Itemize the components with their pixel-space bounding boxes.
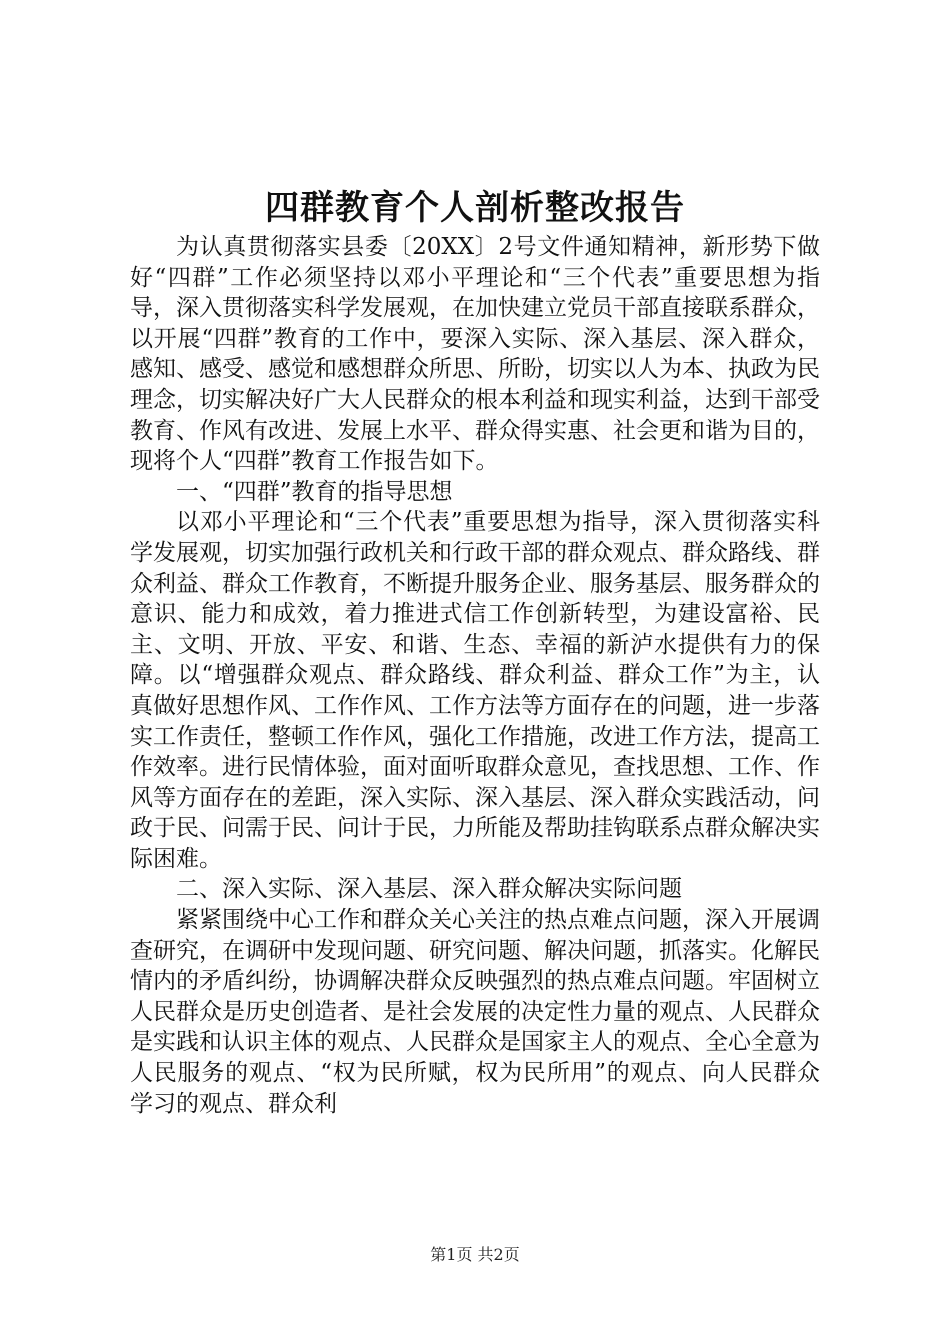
paragraph-section-1: 以邓小平理论和“三个代表”重要思想为指导，深入贯彻落实科学发展观，切实加强行政机关和行政干部的群众观点、群众路线、群众利益、群众工作教育，不断提升服务企业、服务基层、服务群众的意识、能力和成效，着力推进式信工作创新转型，为建设富裕、民主、文明、开放、平安、和谐、生态、幸福的新泸水提供有力的保障。以“增强群众观点、群众路线、群众利益、群众工作”为主，认真做好思想作风、工作作风、工作方法等方面存在的问题，进一步落实工作责任，整顿工作作风，强化工作措施，改进工作方法，提高工作效率。进行民情体验，面对面听取群众意见，查找思想、工作、作风等方面存在的差距，深入实际、深入基层、深入群众实践活动，问政于民、问需于民、问计于民，力所能及帮助挂钩联系点群众解决实际困难。 xyxy=(130,509,820,872)
document-title: 四群教育个人剖析整改报告 xyxy=(265,188,685,228)
document-body xyxy=(130,232,820,1119)
paragraph-section-2: 紧紧围绕中心工作和群众关心关注的热点难点问题，深入开展调查研究，在调研中发现问题、研究问题、解决问题，抓落实。化解民情内的矛盾纠纷，协调解决群众反映强烈的热点难点问题。牢固树立人民群众是历史创造者、是社会发展的决定性力量的观点、人民群众是实践和认识主体的观点、人民群众是国家主人的观点、全心全意为人民服务的观点、“权为民所赋，权为民所用”的观点、向人民群众学习的观点、群众利 xyxy=(130,907,820,1117)
page-indicator: 第1页 共2页 xyxy=(430,1245,520,1264)
paragraph-intro: 为认真贯彻落实县委〔20XX〕2号文件通知精神，新形势下做好“四群”工作必须坚持以邓小平理论和“三个代表”重要思想为指导，深入贯彻落实科学发展观，在加快建立党员干部直接联系群众，以开展“四群”教育的工作中，要深入实际、深入基层、深入群众，感知、感受、感觉和感想群众所思、所盼，切实以人为本、执政为民理念，切实解决好广大人民群众的根本利益和现实利益，达到干部受教育、作风有改进、发展上水平、群众得实惠、社会更和谐为目的，现将个人“四群”教育工作报告如下。 xyxy=(130,234,820,475)
section-heading-1: 一、“四群”教育的指导思想 xyxy=(176,478,453,505)
section-heading-2: 二、深入实际、深入基层、深入群众解决实际问题 xyxy=(176,876,682,903)
page-footer xyxy=(0,1244,950,1266)
